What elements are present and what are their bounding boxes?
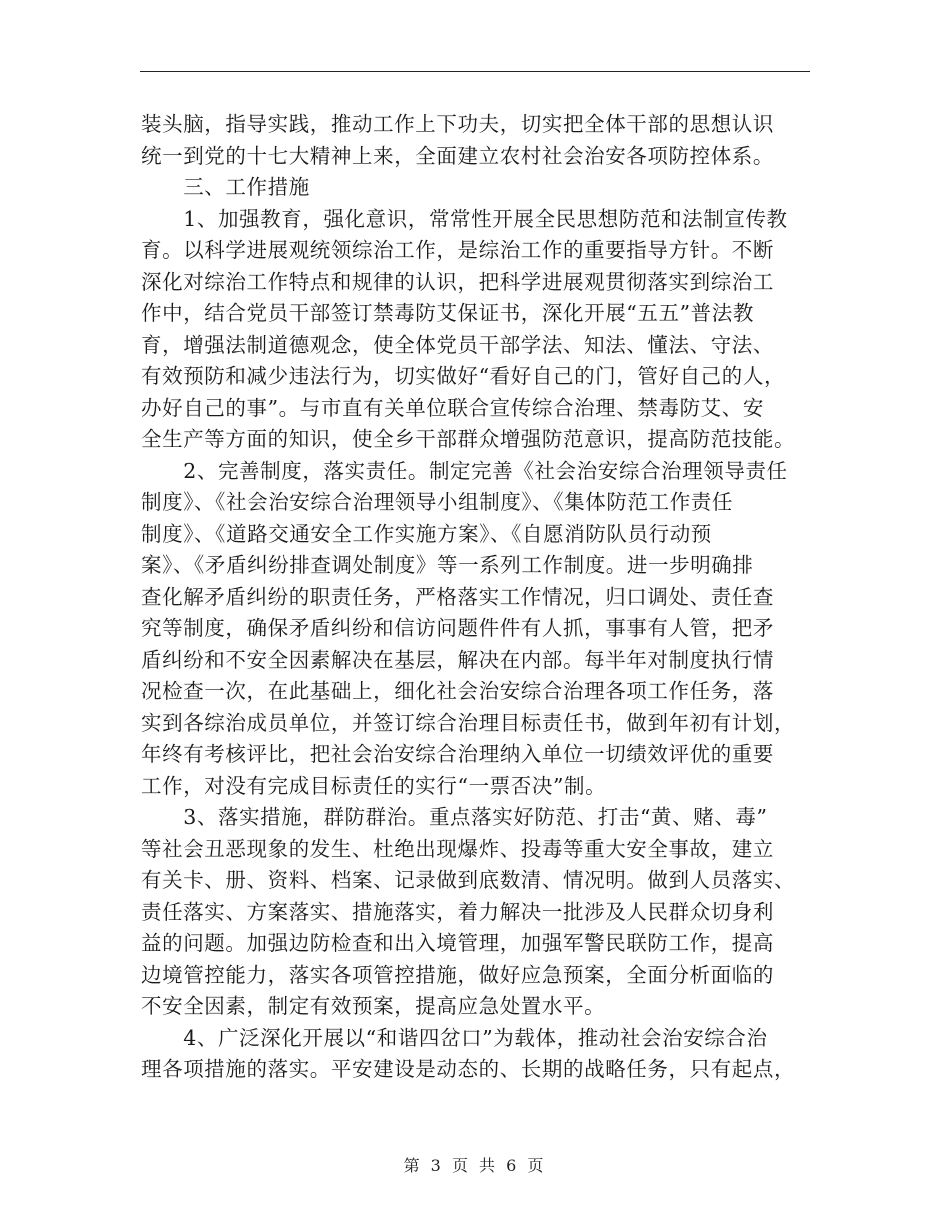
text-line: 查化解矛盾纠纷的职责任务，严格落实工作情况，归口调处、责任查	[141, 584, 774, 609]
text-line: 2、完善制度，落实责任。制定完善《社会治安综合治理领导责任	[141, 458, 788, 483]
text-line: 况检查一次，在此基础上，细化社会治安综合治理各项工作任务，落	[141, 679, 774, 703]
text-line: 边境管控能力，落实各项管控措施，做好应急预案，全面分析面临的	[141, 962, 774, 987]
text-line: 三、工作措施	[141, 175, 310, 199]
text-line: 制度》、《社会治安综合治理领导小组制度》、《集体防范工作责任	[141, 490, 733, 514]
text-line: 装头脑，指导实践，推动工作上下功夫，切实把全体干部的思想认识	[141, 112, 774, 136]
text-line: 深化对综治工作特点和规律的认识，把科学进展观贯彻落实到综治工	[141, 269, 774, 294]
text-line: 有效预防和减少违法行为，切实做好“看好自己的门，管好自己的人，	[141, 364, 786, 388]
text-line: 有关卡、册、资料、档案、记录做到底数清、情况明。做到人员落实、	[141, 868, 796, 892]
text-line: 工作，对没有完成目标责任的实行“一票否决”制。	[141, 773, 607, 798]
text-line: 等社会丑恶现象的发生、杜绝出现爆炸、投毒等重大安全事故，建立	[141, 836, 774, 861]
text-line: 不安全因素，制定有效预案，提高应急处置水平。	[141, 994, 606, 1018]
text-line: 实到各综治成员单位，并签订综合治理目标责任书，做到年初有计划，	[141, 710, 796, 735]
text-line: 制度》、《道路交通安全工作实施方案》、《自愿消防队员行动预	[141, 521, 712, 546]
text-line: 3、落实措施，群防群治。重点落实好防范、打击“黄、赌、毒”	[141, 805, 768, 829]
text-line: 盾纠纷和不安全因素解决在基层，解决在内部。每半年对制度执行情	[141, 647, 774, 672]
page-footer: 第 3 页 共 6 页	[403, 1156, 547, 1175]
text-line: 责任落实、方案落实、措施落实，着力解决一批涉及人民群众切身利	[141, 899, 774, 924]
text-line: 理各项措施的落实。平安建设是动态的、长期的战略任务，只有起点，	[141, 1057, 796, 1081]
text-line: 1、加强教育，强化意识，常常性开展全民思想防范和法制宣传教	[141, 206, 788, 231]
text-line: 全生产等方面的知识，使全乡干部群众增强防范意识，提高防范技能。	[141, 427, 796, 451]
text-line: 年终有考核评比，把社会治安综合治理纳入单位一切绩效评优的重要	[141, 742, 774, 766]
text-line: 案》、《矛盾纠纷排查调处制度》等一系列工作制度。进一步明确排	[141, 553, 754, 577]
body-text	[141, 109, 811, 1086]
text-line: 育。以科学进展观统领综治工作，是综治工作的重要指导方针。不断	[141, 238, 774, 262]
text-line: 育，增强法制道德观念，使全体党员干部学法、知法、懂法、守法、	[141, 332, 774, 357]
header-rule	[140, 71, 810, 72]
text-line: 益的问题。加强边防检查和出入境管理，加强军警民联防工作，提高	[141, 931, 774, 955]
text-line: 办好自己的事”。与市直有关单位联合宣传综合治理、禁毒防艾、安	[141, 395, 764, 420]
text-line: 统一到党的十七大精神上来，全面建立农村社会治安各项防控体系。	[141, 143, 774, 168]
text-line: 究等制度，确保矛盾纠纷和信访问题件件有人抓，事事有人管，把矛	[141, 616, 774, 640]
text-line: 作中，结合党员干部签订禁毒防艾保证书，深化开展“五五”普法教	[141, 301, 754, 325]
text-line: 4、广泛深化开展以“和谐四岔口”为载体，推动社会治安综合治	[141, 1025, 768, 1050]
